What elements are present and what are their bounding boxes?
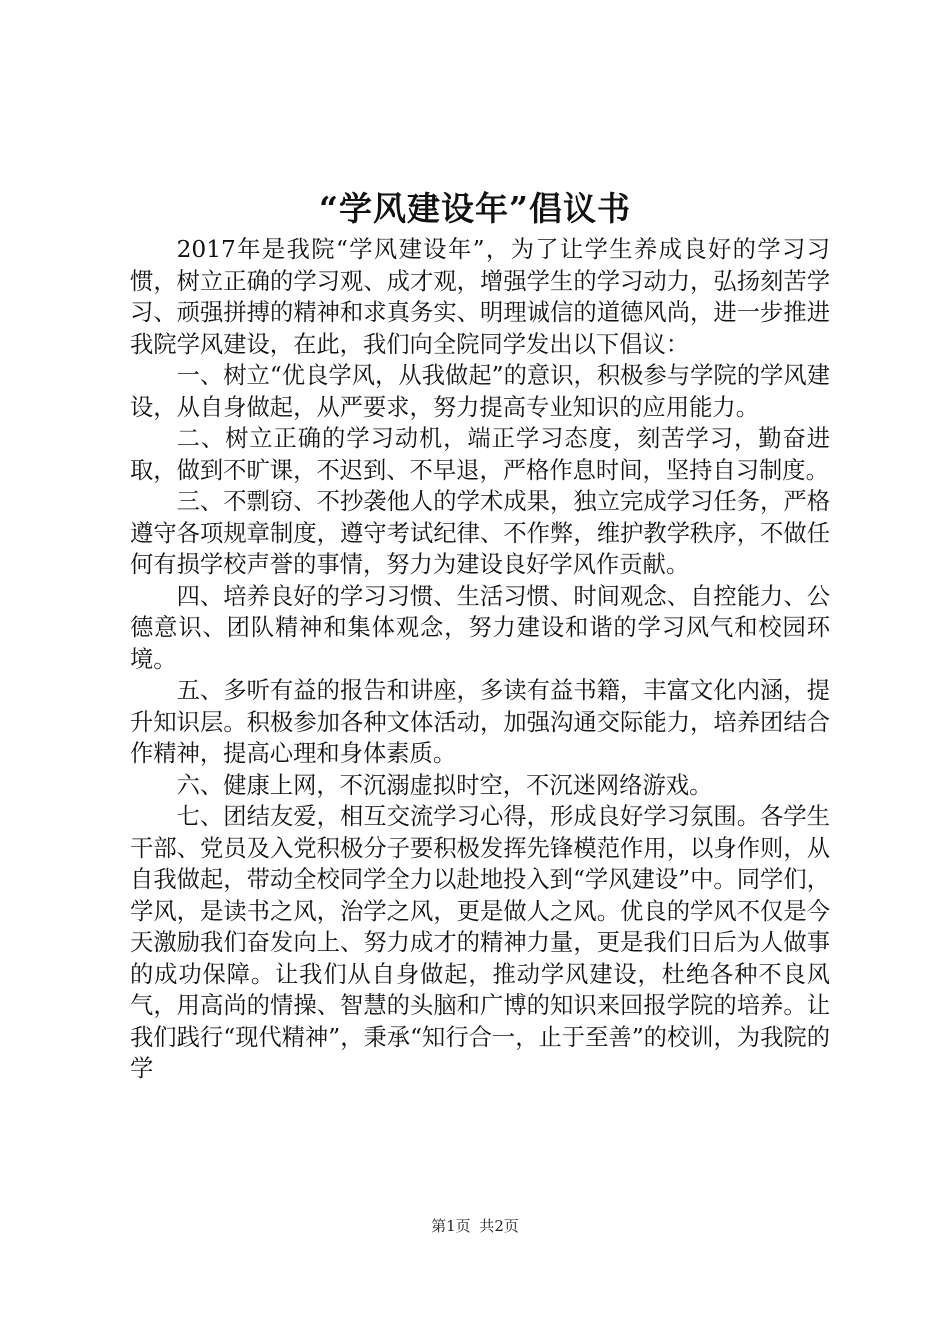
total-page-count: 共2页 — [479, 1217, 519, 1235]
paragraph-item-6: 六、健康上网，不沉溺虚拟时空，不沉迷网络游戏。 — [176, 771, 713, 799]
current-page-number: 第1页 — [431, 1217, 471, 1235]
page-footer — [0, 1216, 950, 1236]
paragraph-item-3: 三、不剽窃、不抄袭他人的学术成果，独立完成学习任务，严格遵守各项规章制度，遵守考试纪律、不作弊，维护教学秩序，不做任何有损学校声誉的事情，努力为建设良好学风作贡献。 — [130, 488, 830, 578]
document-title: “学风建设年”倡议书 — [319, 189, 631, 228]
document-body — [130, 234, 830, 1085]
paragraph-item-4: 四、培养良好的学习习惯、生活习惯、时间观念、自控能力、公德意识、团队精神和集体观念，努力建设和谐的学习风气和校园环境。 — [130, 582, 830, 673]
paragraph-item-7: 七、团结友爱，相互交流学习心得，形成良好学习氛围。各学生干部、党员及入党积极分子要积极发挥先锋模范作用，以身作则，从自我做起，带动全校同学全力以赴地投入到“学风建设”中。同学们，学风，是读书之风，治学之风，更是做人之风。优良的学风不仅是今天激励我们奋发向上、努力成才的精神力量，更是我们日后为人做事的成功保障。让我们从自身做起，推动学风建设，杜绝各种不良风气，用高尚的情操、智慧的头脑和广博的知识来回报学院的培养。让我们践行“现代精神”，秉承“知行合一，止于至善”的校训，为我院的学 — [130, 803, 830, 1082]
paragraph-item-2: 二、树立正确的学习动机，端正学习态度，刻苦学习，勤奋进取，做到不旷课，不迟到、不早退，严格作息时间，坚持自习制度。 — [130, 425, 830, 484]
paragraph-item-5: 五、多听有益的报告和讲座，多读有益书籍，丰富文化内涵，提升知识层。积极参加各种文体活动，加强沟通交际能力，培养团结合作精神，提高心理和身体素质。 — [130, 677, 830, 767]
paragraph-item-1: 一、树立“优良学风，从我做起”的意识，积极参与学院的学风建设，从自身做起，从严要求，努力提高专业知识的应用能力。 — [130, 362, 830, 421]
paragraph-intro: 2017年是我院“学风建设年”，为了让学生养成良好的学习习惯，树立正确的学习观、成才观，增强学生的学习动力，弘扬刻苦学习、顽强拼搏的精神和求真务实、明理诚信的道德风尚，进一步推进我院学风建设，在此，我们向全院同学发出以下倡议： — [130, 236, 830, 358]
